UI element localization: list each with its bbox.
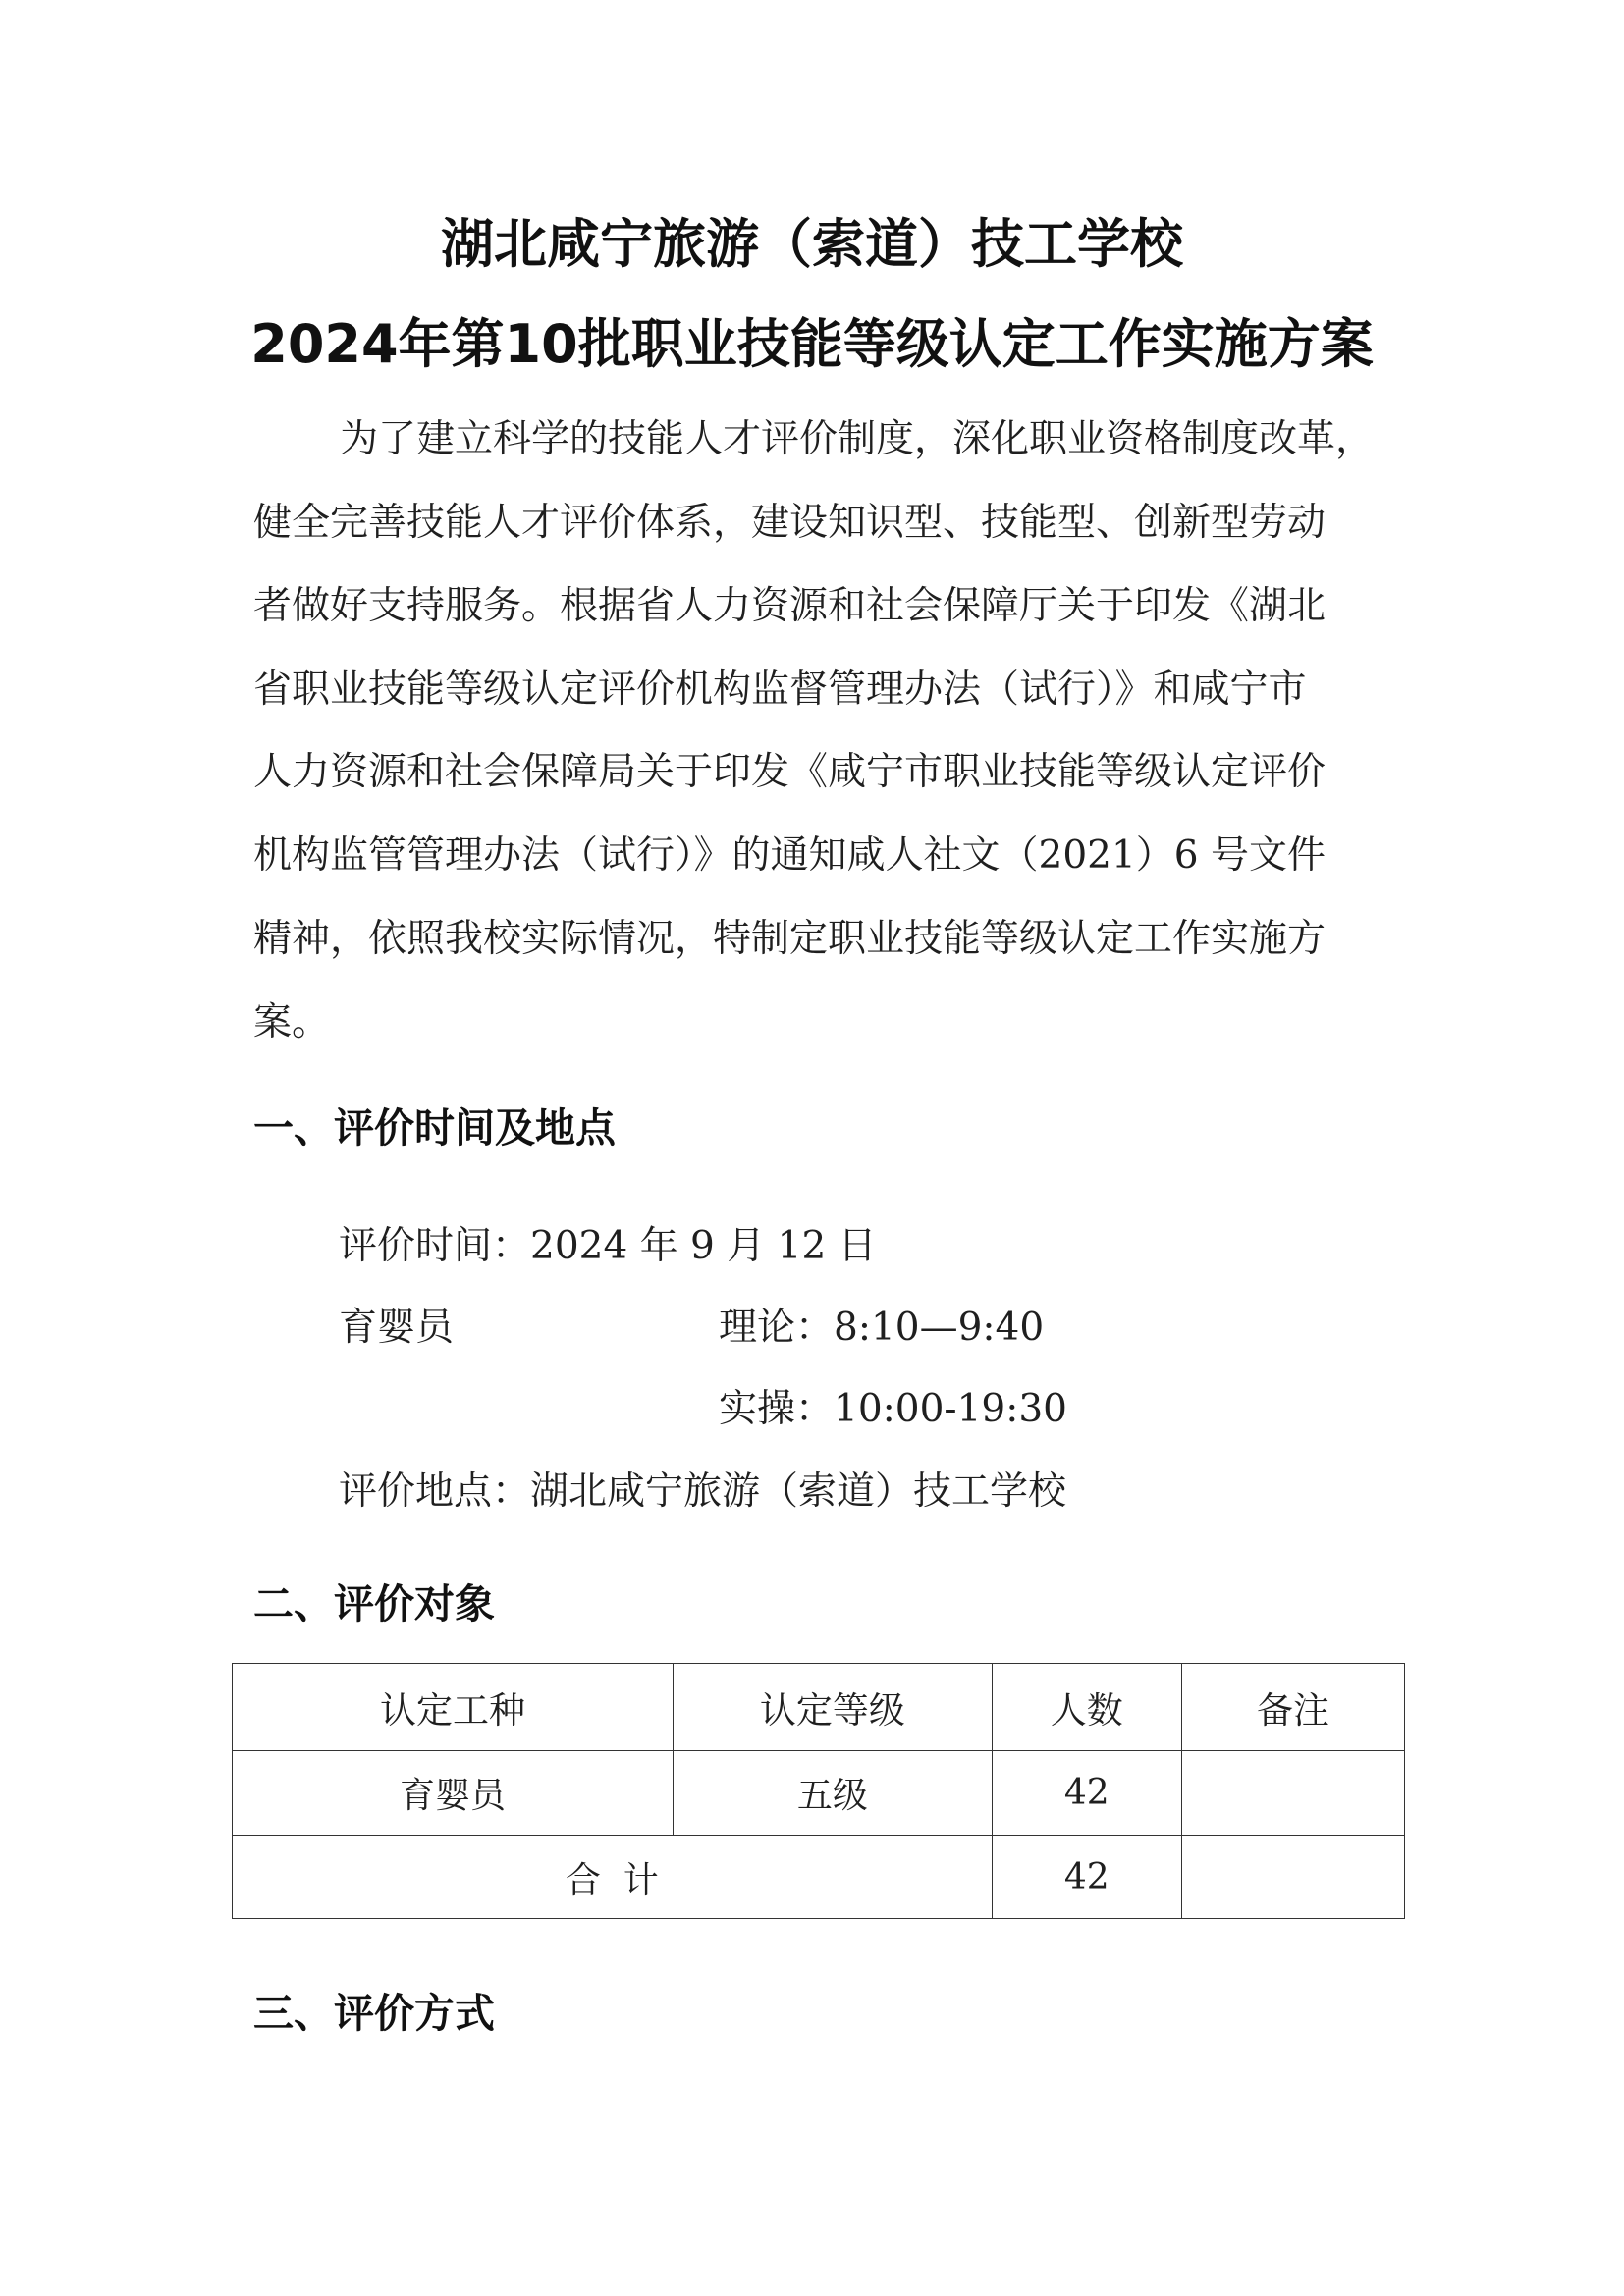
theory-time: 理论：8:10—9:40 xyxy=(719,1306,1045,1350)
table-header-count: 人数 xyxy=(992,1664,1181,1751)
intro-line: 机构监管管理办法（试行）》的通知咸人社文（2021）6 号文件 xyxy=(253,833,1326,878)
document-title: 湖北咸宁旅游（索道）技工学校 xyxy=(441,213,1183,275)
table-total-label: 合 计 xyxy=(233,1836,993,1919)
table-header-note: 备注 xyxy=(1181,1664,1404,1751)
table-header-row xyxy=(233,1664,1405,1751)
evaluation-targets-table xyxy=(232,1663,1405,1919)
document-subtitle: 2024年第10批职业技能等级认定工作实施方案 xyxy=(250,313,1374,375)
evaluation-time: 评价时间：2024 年 9 月 12 日 xyxy=(339,1224,877,1268)
table-total-note xyxy=(1181,1836,1404,1919)
intro-line: 案。 xyxy=(253,1000,331,1044)
intro-line: 省职业技能等级认定评价机构监督管理办法（试行）》和咸宁市 xyxy=(253,667,1307,712)
table-cell-level: 五级 xyxy=(674,1751,993,1836)
table-row xyxy=(233,1751,1405,1836)
intro-line: 健全完善技能人才评价体系，建设知识型、技能型、创新型劳动 xyxy=(253,501,1326,545)
table-header-type: 认定工种 xyxy=(233,1664,674,1751)
section-heading-method: 三、评价方式 xyxy=(253,1990,495,2037)
table-cell-type: 育婴员 xyxy=(233,1751,674,1836)
table-total-row xyxy=(233,1836,1405,1919)
section-heading-time-location: 一、评价时间及地点 xyxy=(253,1104,616,1151)
practice-time: 实操：10:00-19:30 xyxy=(719,1387,1067,1431)
intro-line: 精神，依照我校实际情况，特制定职业技能等级认定工作实施方 xyxy=(253,917,1326,961)
evaluation-occupation: 育婴员 xyxy=(339,1306,455,1350)
intro-line: 人力资源和社会保障局关于印发《咸宁市职业技能等级认定评价 xyxy=(253,750,1326,794)
table-cell-count: 42 xyxy=(992,1751,1181,1836)
evaluation-location: 评价地点：湖北咸宁旅游（索道）技工学校 xyxy=(339,1469,1067,1514)
section-heading-targets: 二、评价对象 xyxy=(253,1580,495,1628)
table-total-count: 42 xyxy=(992,1836,1181,1919)
table-cell-note xyxy=(1181,1751,1404,1836)
intro-line: 为了建立科学的技能人才评价制度，深化职业资格制度改革， xyxy=(340,417,1375,461)
intro-line: 者做好支持服务。根据省人力资源和社会保障厅关于印发《湖北 xyxy=(253,584,1326,628)
table-header-level: 认定等级 xyxy=(674,1664,993,1751)
